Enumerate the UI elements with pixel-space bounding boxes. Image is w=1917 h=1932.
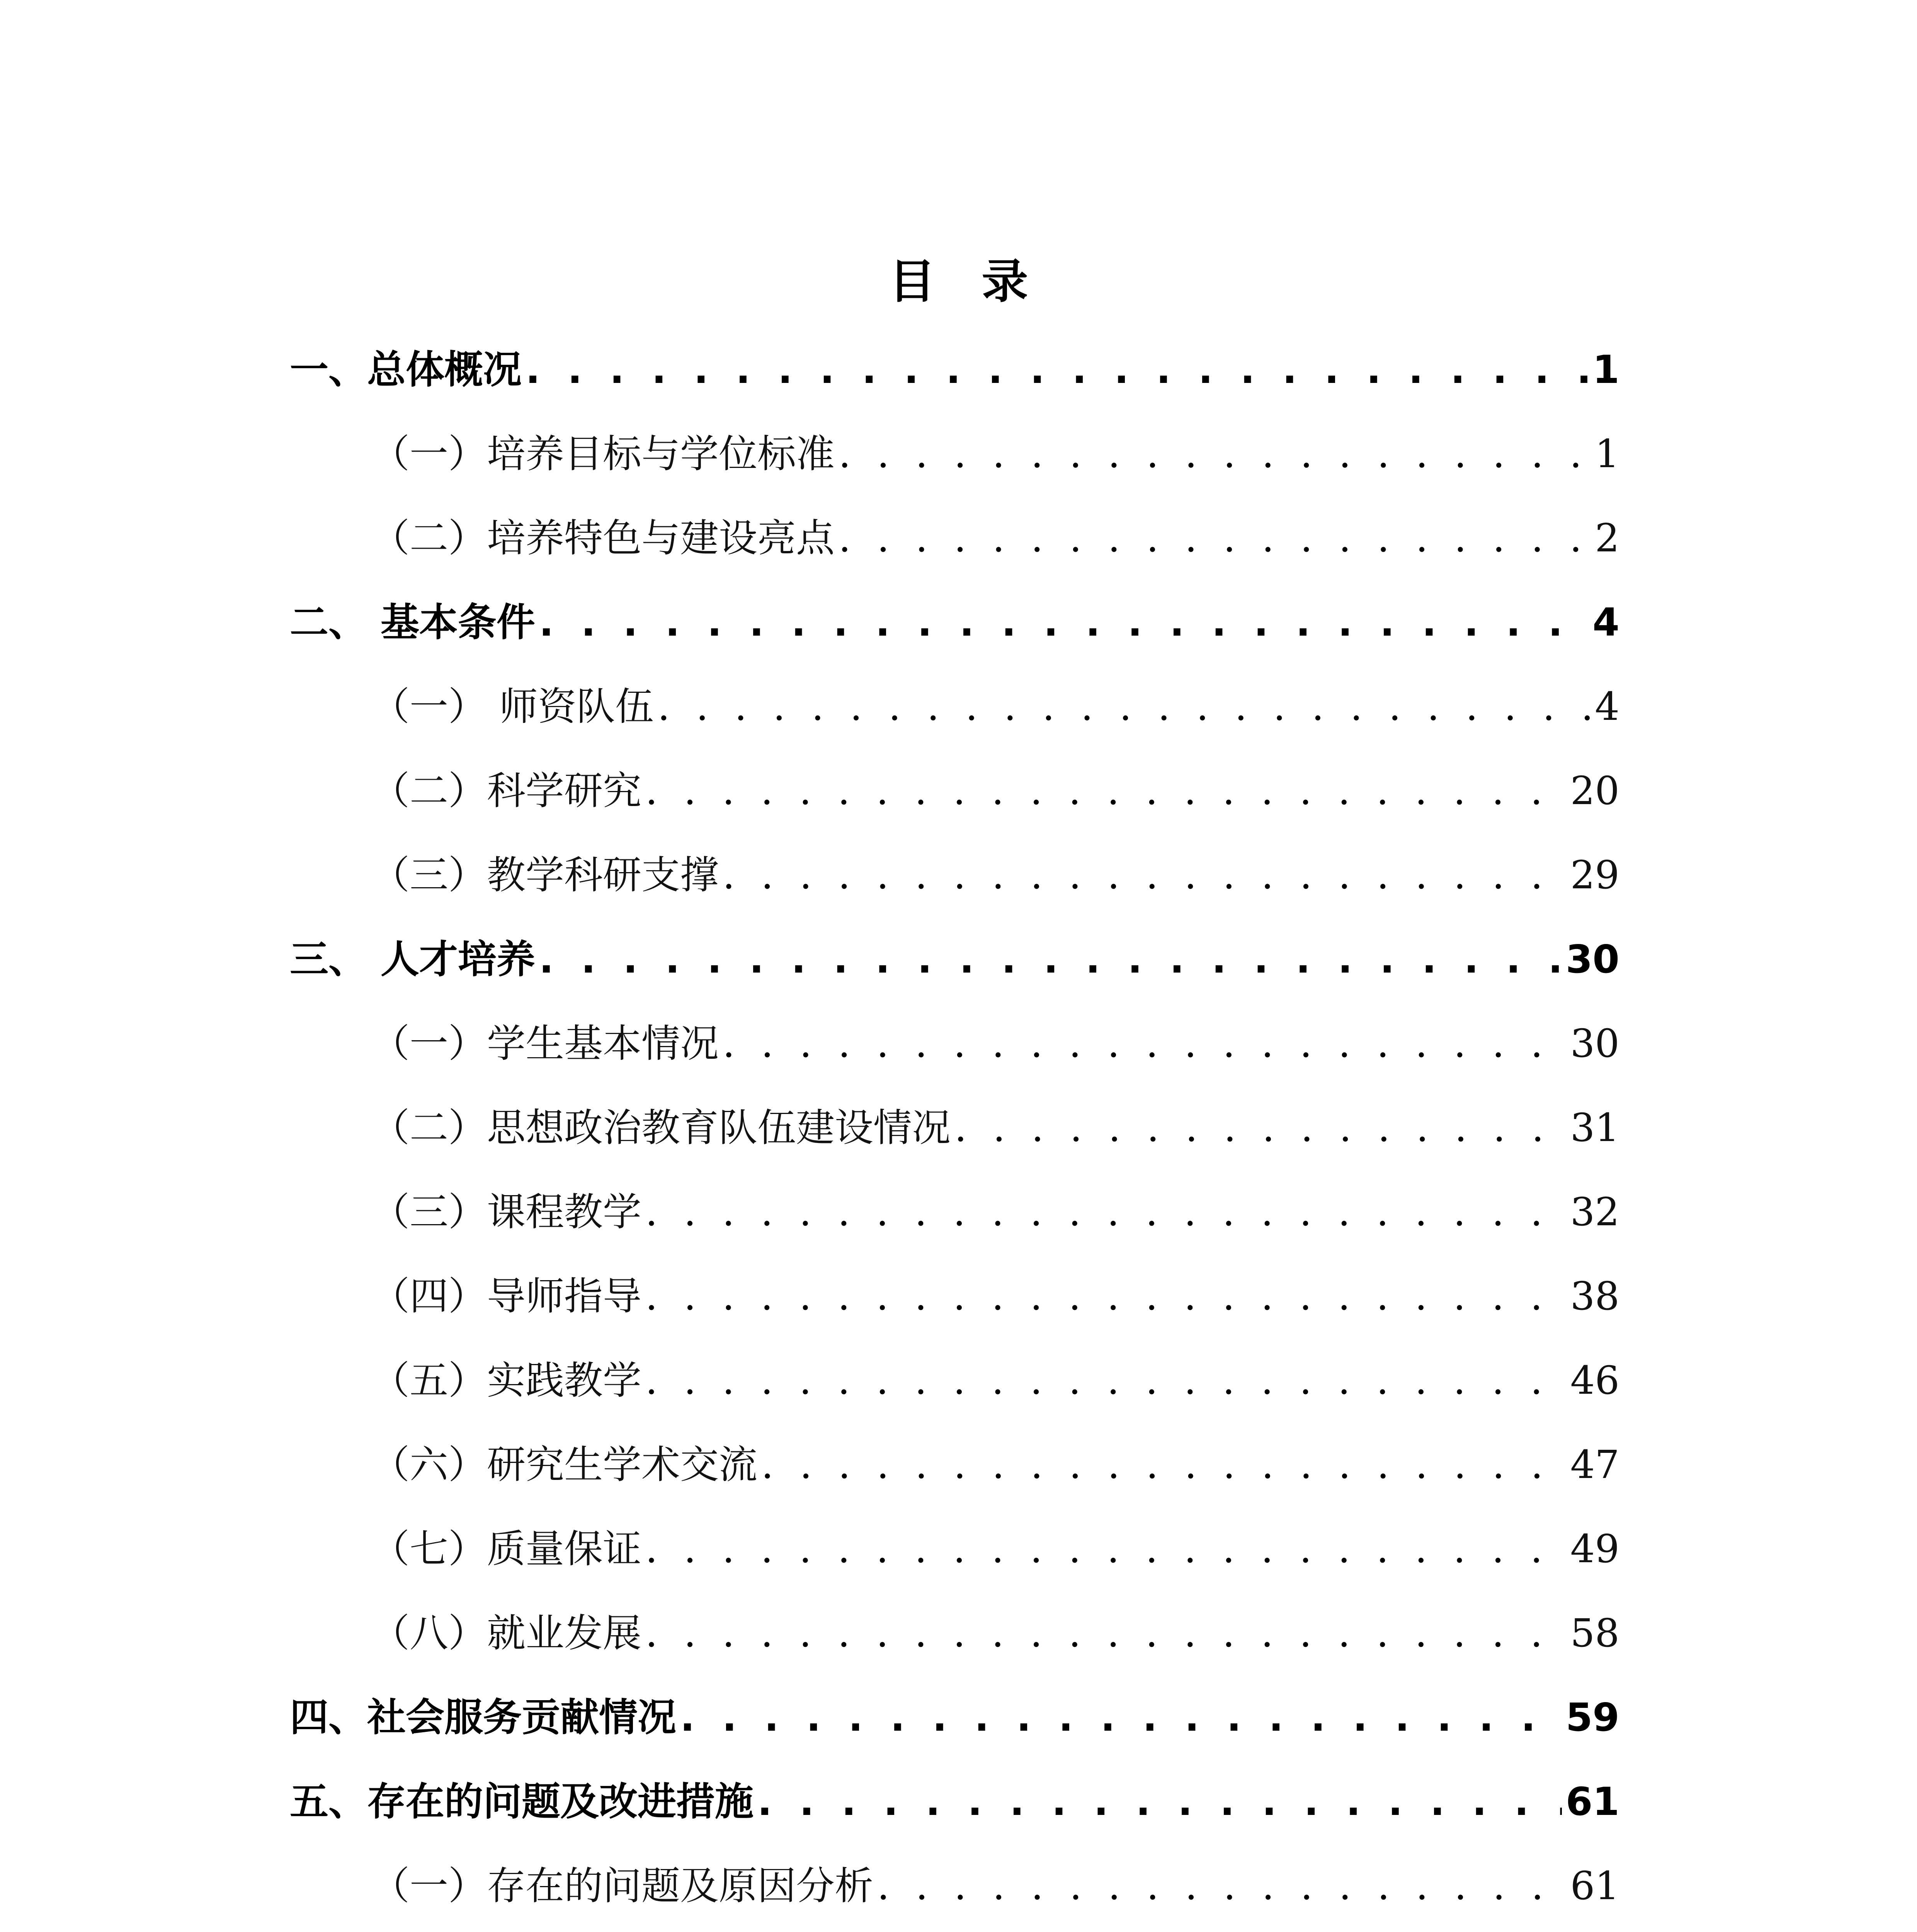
toc-entry[interactable] bbox=[371, 1520, 1619, 1578]
toc-dot-leader bbox=[877, 1857, 1567, 1915]
toc-entry[interactable] bbox=[290, 341, 1619, 399]
toc-page-number: 31 bbox=[1570, 1105, 1619, 1150]
toc-entry-text: （三）课程教学 bbox=[371, 1189, 641, 1235]
toc-page-number: 46 bbox=[1570, 1358, 1619, 1403]
toc-entry-text: 一、总体概况 bbox=[290, 347, 522, 392]
toc-entry[interactable] bbox=[290, 1689, 1619, 1747]
toc-dot-leader bbox=[526, 341, 1589, 399]
toc-entry-text: （八）就业发展 bbox=[371, 1611, 641, 1656]
toc-dot-leader bbox=[658, 678, 1591, 736]
toc-entry-text: （三）教学科研支撑 bbox=[371, 852, 719, 898]
toc-page-number: 1 bbox=[1592, 347, 1619, 392]
toc-entry[interactable] bbox=[371, 1857, 1619, 1915]
toc-entry-text: 二、 基本条件 bbox=[290, 600, 535, 645]
toc-page-number: 38 bbox=[1570, 1274, 1619, 1319]
toc-entry[interactable] bbox=[371, 1015, 1619, 1073]
toc-dot-leader bbox=[645, 1520, 1567, 1578]
toc-page-number: 61 bbox=[1570, 1863, 1619, 1908]
toc-dot-leader bbox=[723, 1015, 1567, 1073]
toc-dot-leader bbox=[839, 425, 1591, 483]
toc-dot-leader bbox=[954, 1099, 1567, 1157]
toc-dot-leader bbox=[645, 1183, 1567, 1241]
toc-page-number: 2 bbox=[1595, 515, 1619, 561]
toc-page-number: 32 bbox=[1570, 1189, 1619, 1235]
toc-entry-text: （一）培养目标与学位标准 bbox=[371, 431, 835, 476]
toc-entry-text: （五）实践教学 bbox=[371, 1358, 641, 1403]
toc-dot-leader bbox=[680, 1689, 1562, 1747]
toc-page-number: 61 bbox=[1565, 1779, 1619, 1824]
toc-dot-leader bbox=[645, 1604, 1567, 1662]
toc-page-number: 4 bbox=[1595, 684, 1619, 729]
toc-page-number: 20 bbox=[1570, 768, 1619, 813]
toc-entry[interactable] bbox=[371, 1352, 1619, 1410]
toc-entry[interactable] bbox=[371, 1604, 1619, 1662]
toc-entry[interactable] bbox=[290, 930, 1619, 988]
toc-entry-text: （一） 师资队伍 bbox=[371, 684, 654, 729]
toc-entry-text: 五、存在的问题及改进措施 bbox=[290, 1779, 754, 1824]
toc-entry[interactable] bbox=[371, 509, 1619, 567]
toc-entry[interactable] bbox=[371, 846, 1619, 904]
toc-entry-text: （一）存在的问题及原因分析 bbox=[371, 1863, 873, 1908]
toc-dot-leader bbox=[539, 594, 1589, 651]
toc-entry-text: （四）导师指导 bbox=[371, 1274, 641, 1319]
toc-entry-text: （六）研究生学术交流 bbox=[371, 1442, 757, 1487]
toc-entry-text: 四、社会服务贡献情况 bbox=[290, 1695, 676, 1740]
toc-page-number: 59 bbox=[1565, 1695, 1619, 1740]
toc-entry[interactable] bbox=[290, 594, 1619, 651]
toc-entry[interactable] bbox=[371, 1267, 1619, 1325]
toc-entry-text: （二）培养特色与建设亮点 bbox=[371, 515, 835, 561]
toc-entry-text: （一）学生基本情况 bbox=[371, 1021, 719, 1066]
toc-dot-leader bbox=[539, 930, 1562, 988]
toc-entry[interactable] bbox=[290, 1773, 1619, 1831]
toc-dot-leader bbox=[839, 509, 1591, 567]
toc-dot-leader bbox=[645, 762, 1567, 820]
toc-page-number: 1 bbox=[1595, 431, 1619, 476]
toc-entry[interactable] bbox=[371, 678, 1619, 736]
toc-entry-text: （二）思想政治教育队伍建设情况 bbox=[371, 1105, 951, 1150]
toc-entry[interactable] bbox=[371, 762, 1619, 820]
toc-dot-leader bbox=[645, 1352, 1567, 1410]
toc-page-number: 49 bbox=[1570, 1526, 1619, 1571]
toc-page-number: 47 bbox=[1570, 1442, 1619, 1487]
toc-entry[interactable] bbox=[371, 425, 1619, 483]
toc-dot-leader bbox=[757, 1773, 1562, 1831]
toc-title: 目 录 bbox=[889, 255, 1028, 309]
toc-page-number: 29 bbox=[1570, 852, 1619, 898]
toc-dot-leader bbox=[645, 1267, 1567, 1325]
toc-dot-leader bbox=[761, 1436, 1567, 1494]
toc-entry-text: （七）质量保证 bbox=[371, 1526, 641, 1571]
toc-entry[interactable] bbox=[371, 1183, 1619, 1241]
toc-page-number: 30 bbox=[1570, 1021, 1619, 1066]
toc-page-number: 4 bbox=[1592, 600, 1619, 645]
toc-entry[interactable] bbox=[371, 1436, 1619, 1494]
toc-page-number: 30 bbox=[1565, 937, 1619, 982]
toc-entry-text: 三、 人才培养 bbox=[290, 937, 535, 982]
toc-dot-leader bbox=[723, 846, 1567, 904]
toc-page-number: 58 bbox=[1570, 1611, 1619, 1656]
toc-entry-text: （二）科学研究 bbox=[371, 768, 641, 813]
toc-entry[interactable] bbox=[371, 1099, 1619, 1157]
